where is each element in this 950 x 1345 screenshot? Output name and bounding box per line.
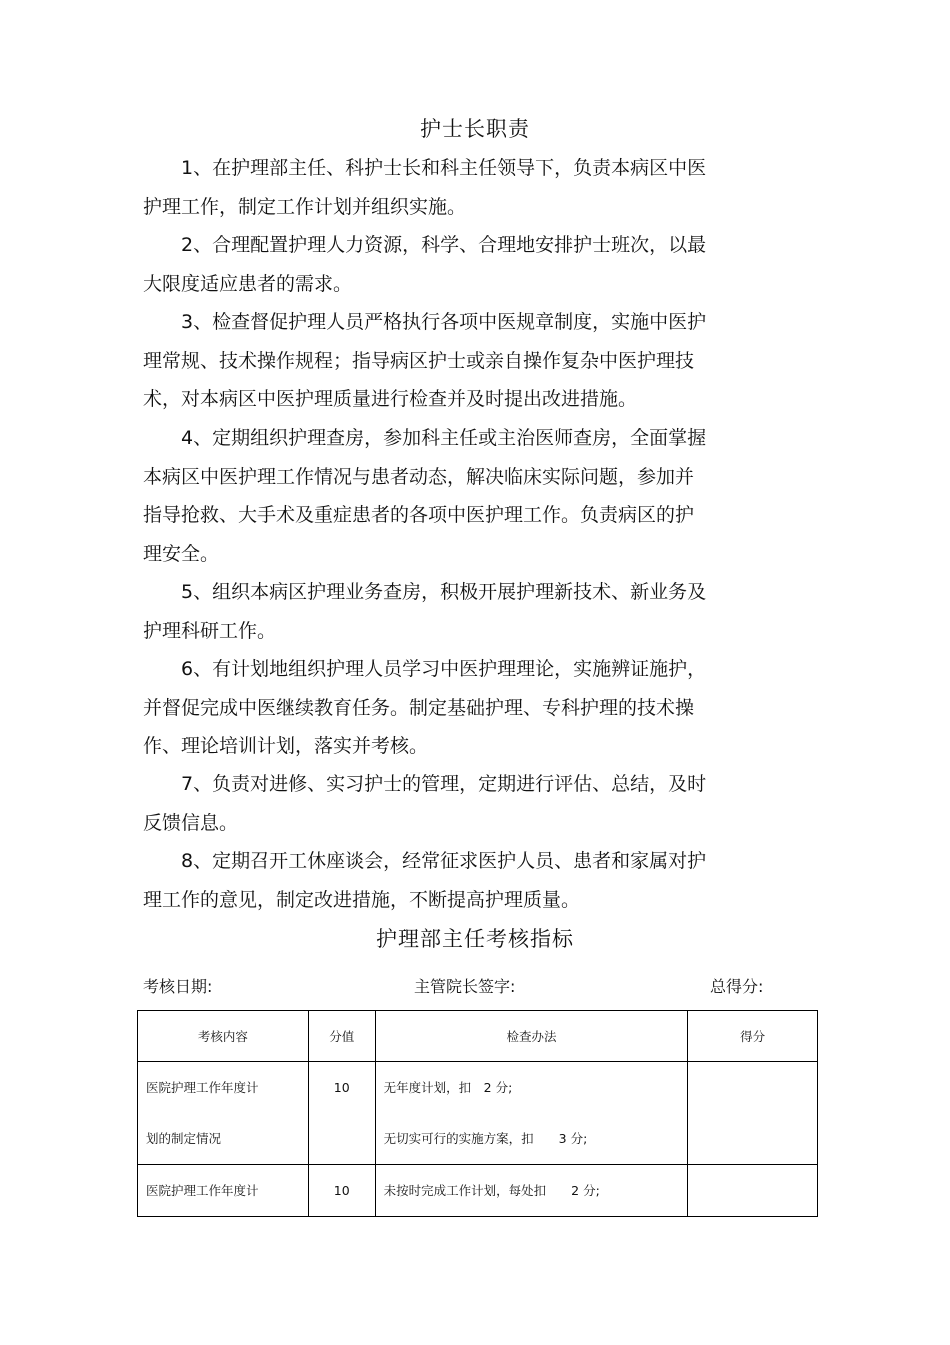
duty-line: 理工作的意见，制定改进措施，不断提高护理质量。 xyxy=(143,888,581,911)
row-content-line: 划的制定情况 xyxy=(146,1131,222,1146)
row-content xyxy=(138,1165,309,1217)
row-method-line: 无年度计划，扣 2 分; xyxy=(383,1080,513,1095)
assessment-date-label: 考核日期: xyxy=(143,977,213,996)
duty-paragraph xyxy=(143,149,755,226)
assessment-title: 护理部主任考核指标 xyxy=(376,927,574,951)
duty-line: 护理科研工作。 xyxy=(143,619,277,642)
duty-paragraph xyxy=(143,765,755,842)
duty-line: 作、理论培训计划，落实并考核。 xyxy=(143,735,429,757)
duty-line: 2、合理配置护理人力资源，科学、合理地安排护士班次，以最 xyxy=(181,234,707,256)
row-method xyxy=(375,1062,688,1165)
column-header-method: 检查办法 xyxy=(375,1011,688,1062)
duty-line: 指导抢救、大手术及重症患者的各项中医护理工作。负责病区的护 xyxy=(143,504,695,526)
row-content xyxy=(138,1062,309,1165)
duty-paragraph xyxy=(143,842,755,919)
duty-line: 护理工作，制定工作计划并组织实施。 xyxy=(143,195,467,218)
duty-paragraph xyxy=(143,573,755,650)
table-row xyxy=(138,1165,818,1217)
table-header-row xyxy=(138,1011,818,1062)
duty-line: 并督促完成中医继续教育任务。制定基础护理、专科护理的技术操 xyxy=(143,696,695,719)
row-score-value: 10 xyxy=(333,1080,350,1095)
duty-line: 本病区中医护理工作情况与患者动态，解决临床实际问题，参加并 xyxy=(143,465,695,488)
total-score-label: 总得分: xyxy=(710,977,764,996)
row-content-line: 医院护理工作年度计 xyxy=(146,1183,259,1198)
duty-paragraph xyxy=(143,419,755,573)
row-result xyxy=(688,1165,818,1217)
duty-line: 理安全。 xyxy=(143,542,220,565)
duty-line: 反馈信息。 xyxy=(143,811,239,834)
document-title: 护士长职责 xyxy=(420,117,530,141)
duty-paragraph xyxy=(143,226,755,303)
duty-paragraph xyxy=(143,303,755,419)
duty-line: 5、组织本病区护理业务查房，积极开展护理新技术、新业务及 xyxy=(181,581,707,603)
row-score-value: 10 xyxy=(333,1183,350,1198)
duty-line: 大限度适应患者的需求。 xyxy=(143,272,353,295)
signature-label: 主管院长签字: xyxy=(414,977,516,996)
assessment-table xyxy=(137,1010,818,1217)
duty-line: 6、有计划地组织护理人员学习中医护理理论，实施辨证施护， xyxy=(181,658,707,680)
duty-line: 理常规、技术操作规程；指导病区护士或亲自操作复杂中医护理技 xyxy=(143,349,695,372)
row-result xyxy=(688,1062,818,1165)
duty-line: 4、定期组织护理查房，参加科主任或主治医师查房，全面掌握 xyxy=(181,427,707,449)
table-row xyxy=(138,1062,818,1165)
column-header-result: 得分 xyxy=(688,1011,818,1062)
row-score xyxy=(308,1062,375,1165)
duty-line: 1、在护理部主任、科护士长和科主任领导下，负责本病区中医 xyxy=(181,157,707,179)
column-header-content: 考核内容 xyxy=(138,1011,309,1062)
duty-line: 3、检查督促护理人员严格执行各项中医规章制度，实施中医护 xyxy=(181,311,707,333)
duty-line: 术，对本病区中医护理质量进行检查并及时提出改进措施。 xyxy=(143,388,638,410)
duty-paragraph xyxy=(143,650,755,766)
duty-line: 7、负责对进修、实习护士的管理，定期进行评估、总结，及时 xyxy=(181,773,707,795)
row-method xyxy=(375,1165,688,1217)
column-header-score: 分值 xyxy=(308,1011,375,1062)
row-method-line: 未按时完成工作计划，每处扣 2 分; xyxy=(383,1183,600,1198)
duty-line: 8、定期召开工休座谈会，经常征求医护人员、患者和家属对护 xyxy=(181,850,707,872)
row-method-line: 无切实可行的实施方案，扣 3 分; xyxy=(383,1131,588,1146)
row-score xyxy=(308,1165,375,1217)
row-content-line: 医院护理工作年度计 xyxy=(146,1080,259,1095)
